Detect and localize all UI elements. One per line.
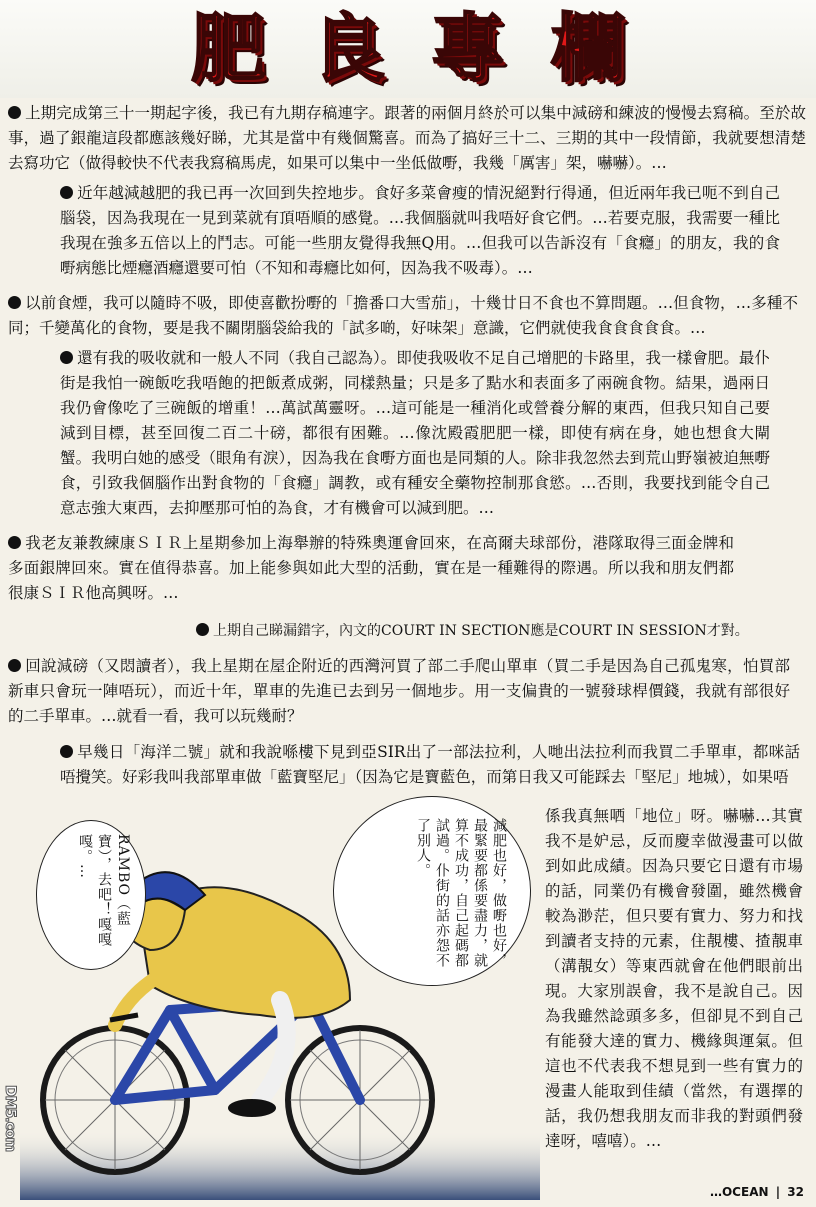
paragraph-6: 上期自己睇漏錯字，內文的COURT IN SECTION應是COURT IN SESSION才對。 (196, 619, 796, 644)
speech-text-right: 減肥也好，做嘢也好，最緊要都係要盡力，就算不成功，自己起碼都試過。仆街的話亦怨不了別人。 (415, 818, 507, 968)
page-footer: …OCEAN | 32 (709, 1185, 804, 1199)
magazine-page: 肥良專欄 上期完成第三十一期起字後，我已有九期存稿連字。跟著的兩個月終於可以集中減磅和練波的慢慢去寫稿。至於故事，過了銀龍這段都應該幾好睇，尤其是當中有幾個驚喜。而為了搞好三十二、三期的其中一段情節，我就要想清楚去寫功它（做得較快不代表我寫稿馬虎，如果可以集中一坐低做嘢，我幾「厲害」架，嚇嚇）。… 近年越減越肥的我已再一次回到失控地步。食好多菜會瘦的情況絕對行得通，但近兩年我已呃不到自己腦袋，因為我現在一見到菜就有頂唔順的感覺。…我個腦就叫我唔好食它們。…若要克服，我需要一種比我現在強多五倍以上的鬥志。可能一些朋友覺得我無Q用。…但我可以告訴沒有「食癮」的朋友，我的食嘢病態比煙癮酒癮還要可怕（不知和毒癮比如何，因為我不吸毒）。… 以前食煙，我可以隨時不吸，即使喜歡扮嘢的「擔番口大雪茄」，十幾廿日不食也不算問題。…但食物，…多種不同；千變萬化的食物，要是我不關閉腦袋給我的「試多啲，好味架」意識，它們就使我食食食食食。… 還有我的吸收就和一般人不同（我自己認為）。即使我吸收不足自己增肥的卡路里，我一樣會肥。最仆街是我怕一碗飯吃我唔飽的把飯煮成粥，同樣熱量；只是多了點水和表面多了兩碗食物。結果，過兩日我仍會像吃了三碗飯的增重！…萬試萬靈呀。…這可能是一種消化或營養分解的東西，但我只知自己要減到目標，甚至回復二百二十磅，都很有困難。…像沈殿霞肥肥一樣，即使有病在身，她也想食大閘蟹。我明白她的感受（眼角有淚），因為我在食嘢方面也是同類的人。除非我忽然去到荒山野嶺被迫無嘢食，引致我個腦作出對食物的「食癮」調教，或有種安全藥物控制那食慾。…否則，我要找到能令自己意志強大東西，去抑壓那可怕的為食，才有機會可以減到肥。… 我老友兼教練康ＳＩＲ上星期參加上海舉辦的特殊奧運會回來，在高爾夫球部份，港隊取得三面金牌和多面銀牌回來。實在值得恭喜。加上能參與如此大型的活動，實在是一種難得的際遇。所以我和朋友們都很康ＳＩＲ他高興呀。… 上期自己睇漏錯字，內文的COURT IN SECTION應是COURT IN SESSION才對。 回說減磅（又悶讀者），我上星期在屋企附近的西灣河買了部二手爬山單車（買二手是因為自己孤鬼寒，怕買部新車只會玩一陣唔玩），而近十年，單車的先進已去到另一個地步。用一支偏貴的一號發球桿價錢，我就有部很好的二手單車。…就看一看，我可以玩幾耐？ 早幾日「海洋二號」就和我說喺樓下見到亞SIR出了一部法拉利，人哋出法拉利而我買二手單車，都咪話唔攪笑。好彩我叫我部單車做「藍寶堅尼」（因為它是寶藍色，而第日我又可能踩去「堅尼」地城），如果唔 係我真無哂「地位」呀。嚇嚇…其實我不是妒忌，反而慶幸做漫畫可以做到如此成績。因為只要它日還有市場的話，同業仍有機會發圍，雖然機會較為渺茫，但只要有實力、努力和找到讀者支持的元素，住靚樓、揸靚車（溝靚女）等東西就會在他們眼前出現。大家別誤會，我不是說自己。因為我雖然諗頭多多，但卻見不到自己有能發大達的實力、機緣與運氣。但這也不代表我不想見到一些有實力的漫畫人能取到佳績（當然，有選擇的話，我仍想我朋友而非我的對頭們發達呀，嘻嘻）。… 減肥也好，做嘢也好，最緊要都係要盡力，就算不成功，自己起碼都試過。仆街的話亦怨不了別人。 RAMBO（藍寶），去吧！嘎嘎嘎。… DM5.com …OCEAN | 32 (0, 0, 816, 1207)
bullet-icon (60, 186, 73, 199)
paragraph-8-continued: 係我真無哂「地位」呀。嚇嚇…其實我不是妒忌，反而慶幸做漫畫可以做到如此成績。因為只要它日還有市場的話，同業仍有機會發圍，雖然機會較為渺茫，但只要有實力、努力和找到讀者支持的元素，住靚樓、揸靚車（溝靚女）等東西就會在他們眼前出現。大家別誤會，我不是說自己。因為我雖然諗頭多多，但卻見不到自己有能發大達的實力、機緣與運氣。但這也不代表我不想見到一些有實力的漫畫人能取到佳績（當然，有選擇的話，我仍想我朋友而非我的對頭們發達呀，嘻嘻）。… (545, 807, 803, 1150)
column-header (0, 0, 816, 98)
paragraph-5: 我老友兼教練康ＳＩＲ上星期參加上海舉辦的特殊奧運會回來，在高爾夫球部份，港隊取得三面金牌和多面銀牌回來。實在值得恭喜。加上能參與如此大型的活動，實在是一種難得的際遇。所以我和朋友們都很康ＳＩＲ他高興呀。… (8, 534, 734, 602)
footer-brand: …OCEAN (709, 1185, 769, 1199)
watermark-logo: DM5.com (2, 1085, 18, 1152)
bullet-icon (8, 536, 21, 549)
paragraph-3: 以前食煙，我可以隨時不吸，即使喜歡扮嘢的「擔番口大雪茄」，十幾廿日不食也不算問題。…但食物，…多種不同；千變萬化的食物，要是我不關閉腦袋給我的「試多啲，好味架」意識，它們就使我食食食食食。… (8, 294, 798, 337)
paragraph-1: 上期完成第三十一期起字後，我已有九期存稿連字。跟著的兩個月終於可以集中減磅和練波的慢慢去寫稿。至於故事，過了銀龍這段都應該幾好睇，尤其是當中有幾個驚喜。而為了搞好三十二、三期的其中一段情節，我就要想清楚去寫功它（做得較快不代表我寫稿馬虎，如果可以集中一坐低做嘢，我幾「厲害」架，嚇嚇）。… (8, 104, 806, 172)
bike-frame (115, 1000, 360, 1100)
column-title: 肥良專欄 (191, 6, 671, 92)
bullet-icon (60, 745, 73, 758)
paragraph-2: 近年越減越肥的我已再一次回到失控地步。食好多菜會瘦的情況絕對行得通，但近兩年我已呃不到自己腦袋，因為我現在一見到菜就有頂唔順的感覺。…我個腦就叫我唔好食它們。…若要克服，我需要一種比我現在強多五倍以上的鬥志。可能一些朋友覺得我無Q用。…但我可以告訴沒有「食癮」的朋友，我的食嘢病態比煙癮酒癮還要可怕（不知和毒癮比如何，因為我不吸毒）。… (60, 184, 780, 277)
paragraph-7: 回說減磅（又悶讀者），我上星期在屋企附近的西灣河買了部二手爬山單車（買二手是因為自己孤鬼寒，怕買部新車只會玩一陣唔玩），而近十年，單車的先進已去到另一個地步。用一支偏貴的一號發球桿價錢，我就有部很好的二手單車。…就看一看，我可以玩幾耐？ (8, 657, 790, 725)
bullet-icon (8, 659, 21, 672)
speech-text-left: RAMBO（藍寶），去吧！嘎嘎嘎。… (77, 834, 131, 947)
bullet-icon (8, 106, 21, 119)
bullet-icon (196, 623, 209, 636)
paragraph-4: 還有我的吸收就和一般人不同（我自己認為）。即使我吸收不足自己增肥的卡路里，我一樣會肥。最仆街是我怕一碗飯吃我唔飽的把飯煮成粥，同樣熱量；只是多了點水和表面多了兩碗食物。結果，過兩日我仍會像吃了三碗飯的增重！…萬試萬靈呀。…這可能是一種消化或營養分解的東西，但我只知自己要減到目標，甚至回復二百二十磅，都很有困難。…像沈殿霞肥肥一樣，即使有病在身，她也想食大閘蟹。我明白她的感受（眼角有淚），因為我在食嘢方面也是同類的人。除非我忽然去到荒山野嶺被迫無嘢食，引致我個腦作出對食物的「食癮」調教，或有種安全藥物控制那食慾。…否則，我要找到能令自己意志強大東西，去抑壓那可怕的為食，才有機會可以減到肥。… (60, 349, 770, 517)
page-number: 32 (787, 1185, 804, 1199)
bullet-icon (60, 351, 73, 364)
road-shadow (20, 1130, 540, 1200)
bullet-icon (8, 296, 21, 309)
